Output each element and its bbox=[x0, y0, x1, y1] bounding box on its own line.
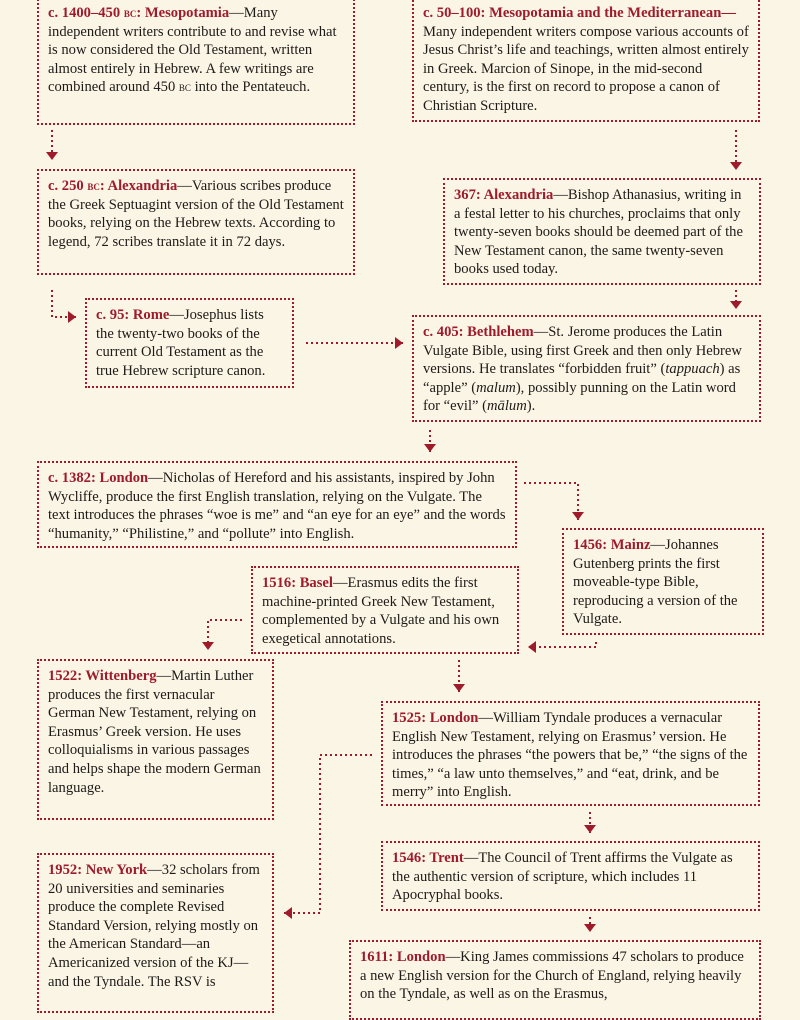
arrowhead-icon bbox=[528, 641, 536, 653]
event-heading: c. 405: Bethlehem bbox=[423, 324, 534, 340]
event-newyork-1952 bbox=[37, 853, 274, 1013]
event-heading: 1952: New York bbox=[48, 862, 148, 878]
event-wittenberg-1522 bbox=[37, 659, 274, 820]
connector-250bc-95 bbox=[52, 290, 76, 317]
event-mainz-1456 bbox=[562, 528, 764, 635]
event-mesopotamia-mediterranean-50 bbox=[412, 0, 760, 122]
arrowhead-icon bbox=[424, 444, 436, 452]
arrowhead-icon bbox=[730, 301, 742, 309]
event-text: —Martin Luther produces the first vernacular German New Testament, relying on Erasmus’ Greek version. He uses colloquialisms in various passages and helps shape the modern German language. bbox=[48, 668, 261, 796]
event-heading: 1522: Wittenberg bbox=[48, 668, 157, 684]
event-text: —Johannes Gutenberg prints the first moveable-type Bible, reproducing a version of the Vulgate. bbox=[573, 537, 738, 628]
event-text: —Bishop Athanasius, writing in a festal letter to his churches, proclaims that only twenty-seven books should be deemed part of the New Testament canon, the same twenty-seven books used today. bbox=[454, 187, 743, 278]
connector-1382-1456 bbox=[524, 483, 578, 520]
event-trent-1546 bbox=[381, 841, 760, 911]
arrowhead-icon bbox=[730, 162, 742, 170]
event-text: Many independent writers compose various accounts of Jesus Christ’s life and teachings, written almost entirely in Greek. Marcion of Sinope, in the mid-second century, is the first on record to propose a canon of Christian Scripture. bbox=[423, 23, 749, 114]
connector-1456-1516 bbox=[528, 642, 596, 647]
event-london-1525 bbox=[381, 701, 760, 806]
event-london-1382 bbox=[37, 461, 517, 548]
event-heading: 1611: London bbox=[360, 949, 446, 965]
event-heading: c. 1382: London bbox=[48, 470, 149, 486]
event-heading: 1516: Basel bbox=[262, 575, 333, 591]
event-text: —Many independent writers contribute to and revise what is now considered the Old Testament, written almost entirely in Hebrew. A few writings are combined around 450 bc into the Pentateuch. bbox=[48, 5, 337, 96]
event-text: —Nicholas of Hereford and his assistants, inspired by John Wycliffe, produce the first English translation, relying on the Vulgate. The text introduces the phrases “woe is me” and “an eye for an eye” and the words “humanity,” “Philistine,” and “pollute” into English. bbox=[48, 470, 506, 542]
connector-1516-1522 bbox=[208, 620, 242, 650]
arrowhead-icon bbox=[284, 907, 292, 919]
event-text: —William Tyndale produces a vernacular English New Testament, relying on Erasmus’ version. He introduces the phrases “the powers that be,” “the signs of the times,” “a law unto themselves,” and “eat, drink, and be merry” into English. bbox=[392, 710, 748, 801]
event-london-1611 bbox=[349, 940, 761, 1020]
event-mesopotamia-1400bc bbox=[37, 0, 355, 125]
event-alexandria-367 bbox=[443, 178, 761, 285]
arrowhead-icon bbox=[572, 512, 584, 520]
arrowhead-icon bbox=[453, 684, 465, 692]
arrowhead-icon bbox=[46, 152, 58, 160]
connector-1525-1952 bbox=[284, 755, 372, 913]
arrowhead-icon bbox=[584, 825, 596, 833]
arrowhead-icon bbox=[68, 311, 76, 323]
arrowhead-icon bbox=[584, 924, 596, 932]
event-rome-95 bbox=[85, 298, 294, 388]
event-text: —Various scribes produce the Greek Septuagint version of the Old Testament books, relying on the Hebrew texts. According to legend, 72 scribes translate it in 72 days. bbox=[48, 178, 344, 250]
event-text: —The Council of Trent affirms the Vulgate as the authentic version of scripture, which includes 11 Apocryphal books. bbox=[392, 850, 733, 904]
event-basel-1516 bbox=[251, 566, 519, 654]
arrowhead-icon bbox=[202, 642, 214, 650]
event-heading: 1525: London bbox=[392, 710, 479, 726]
event-heading: c. 95: Rome bbox=[96, 307, 170, 323]
event-text: —Josephus lists the twenty-two books of the current Old Testament as the true Hebrew scripture canon. bbox=[96, 307, 266, 379]
event-heading: 367: Alexandria bbox=[454, 187, 554, 203]
event-text: —Erasmus edits the first machine-printed Greek New Testament, complemented by a Vulgate and his own exegetical annotations. bbox=[262, 575, 500, 647]
event-bethlehem-405 bbox=[412, 315, 761, 422]
arrowhead-icon bbox=[395, 337, 403, 349]
event-alexandria-250bc bbox=[37, 169, 355, 275]
event-heading: 1546: Trent bbox=[392, 850, 464, 866]
event-text: —King James commissions 47 scholars to produce a new English version for the Church of England, relying heavily on the Tyndale, as well as on the Erasmus, bbox=[360, 949, 744, 1003]
event-heading: c. 250 bc: Alexandria bbox=[48, 178, 178, 194]
event-heading: c. 50–100: Mesopotamia and the Mediterranean— bbox=[423, 5, 736, 21]
event-heading: c. 1400–450 bc: Mesopotamia bbox=[48, 5, 230, 21]
event-heading: 1456: Mainz bbox=[573, 537, 651, 553]
event-text: —St. Jerome produces the Latin Vulgate Bible, using first Greek and then only Hebrew versions. He translates “forbidden fruit” (tappuach) as “apple” (malum), possibly punning on the Latin word for “evil” (mālum). bbox=[423, 324, 742, 415]
event-text: —32 scholars from 20 universities and seminaries produce the complete Revised Standard Version, relying mostly on the American Standard—an Americanized version of the KJ—and the Tyndale. The RSV is bbox=[48, 862, 260, 990]
